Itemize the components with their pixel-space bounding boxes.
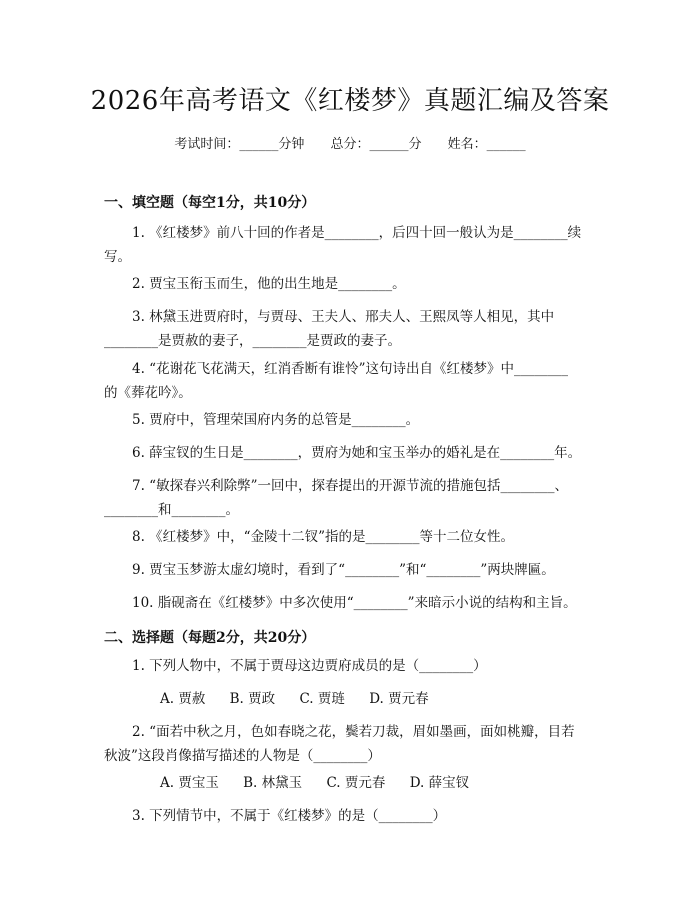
section-fill-blank-title: 一、填空题（每空1分，共10分） bbox=[104, 195, 316, 211]
question-line: 秋波”这段肖像描写描述的人物是（________） bbox=[104, 748, 381, 764]
option-c[interactable]: C. 贾元春 bbox=[326, 775, 386, 791]
score-label: 总分：______分 bbox=[330, 137, 422, 152]
question-line: 写。 bbox=[104, 249, 131, 265]
question-item bbox=[104, 272, 596, 296]
question-item bbox=[104, 804, 596, 828]
option-a[interactable]: A. 贾宝玉 bbox=[160, 775, 219, 791]
question-item bbox=[104, 558, 596, 582]
question-line: 2. 贾宝玉衔玉而生，他的出生地是________。 bbox=[132, 276, 406, 292]
question-line: 3. 下列情节中，不属于《红楼梦》的是（________） bbox=[132, 808, 447, 824]
question-line: 1. 《红楼梦》前八十回的作者是________，后四十回一般认为是________续 bbox=[132, 225, 582, 241]
question-line: 3. 林黛玉进贾府时，与贾母、王夫人、邢夫人、王熙凤等人相见，其中 bbox=[132, 309, 555, 325]
option-c[interactable]: C. 贾琏 bbox=[299, 691, 345, 707]
section-choice-title: 二、选择题（每题2分，共20分） bbox=[104, 630, 316, 646]
question-item bbox=[104, 357, 596, 405]
question-line: 5. 贾府中，管理荣国府内务的总管是________。 bbox=[132, 412, 420, 428]
exam-meta bbox=[0, 133, 700, 152]
option-d[interactable]: D. 贾元春 bbox=[369, 691, 429, 707]
question-line: ________是贾赦的妻子，________是贾政的妻子。 bbox=[104, 333, 401, 349]
question-line: 8. 《红楼梦》中，“金陵十二钗”指的是________等十二位女性。 bbox=[132, 529, 514, 545]
time-label: 考试时间：______分钟 bbox=[174, 137, 305, 152]
question-item bbox=[104, 221, 596, 269]
page-title: 2026年高考语文《红楼梦》真题汇编及答案 bbox=[90, 86, 610, 116]
question-item bbox=[104, 525, 596, 549]
question-line: 1. 下列人物中，不属于贾母这边贾府成员的是（________） bbox=[132, 658, 487, 674]
option-d[interactable]: D. 薛宝钗 bbox=[409, 775, 470, 791]
option-row bbox=[160, 771, 489, 795]
question-line: 9. 贾宝玉梦游太虚幻境时，看到了“________”和“________”两块牌匾。 bbox=[132, 562, 555, 578]
question-line: ________和________。 bbox=[104, 502, 239, 518]
option-b[interactable]: B. 林黛玉 bbox=[243, 775, 303, 791]
question-line: 10. 脂砚斋在《红楼梦》中多次使用“________”来暗示小说的结构和主旨。 bbox=[132, 595, 577, 611]
question-line: 4. “花谢花飞花满天，红消香断有谁怜”这句诗出自《红楼梦》中________ bbox=[132, 361, 568, 377]
question-item bbox=[104, 474, 596, 522]
question-line: 7. “敏探春兴利除弊”一回中，探春提出的开源节流的措施包括________、 bbox=[132, 478, 568, 494]
option-row bbox=[160, 687, 449, 711]
name-label: 姓名：______ bbox=[447, 137, 526, 152]
question-item bbox=[104, 654, 596, 678]
question-item bbox=[104, 591, 596, 615]
question-line: 的《葬花吟》。 bbox=[104, 385, 192, 401]
question-item bbox=[104, 720, 596, 768]
question-item bbox=[104, 408, 596, 432]
question-line: 2. “面若中秋之月，色如春晓之花，鬓若刀裁，眉如墨画，面如桃瓣，目若 bbox=[132, 724, 575, 740]
question-item bbox=[104, 305, 596, 353]
question-line: 6. 薛宝钗的生日是________，贾府为她和宝玉举办的婚礼是在________年。 bbox=[132, 445, 582, 461]
option-b[interactable]: B. 贾政 bbox=[229, 691, 276, 707]
question-item bbox=[104, 441, 596, 465]
option-a[interactable]: A. 贾赦 bbox=[160, 691, 206, 707]
